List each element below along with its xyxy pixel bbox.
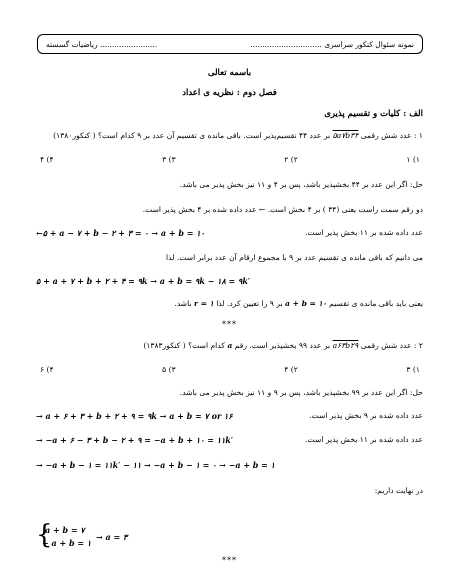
q1-option-4: ۴) ۴ — [40, 155, 54, 164]
system-equation-2: − a + b = ۱ — [42, 538, 92, 548]
q1-text-b: بر عدد ۴۴ تقسیم‌پذیر است. باقی مانده ی تقسیم آن عدد بر ۹ کدام است؟ ( کنکور۱۳۸۰) — [53, 131, 331, 140]
document-title: باسمه تعالی — [207, 68, 252, 78]
q2-solution-2-math: → a + ۶ + ۳ + b + ۲ + ۹ = ۹k → a + b = ۷ or ۱۶ — [36, 411, 233, 421]
q2-solution-3-text: عدد داده شده بر ۱۱ بخش پذیر است. — [305, 435, 423, 444]
q1-solution-6-math-1: a + b = ۱۰ — [285, 299, 327, 308]
q1-solution-6-c: باشد. — [174, 299, 192, 308]
chapter-heading: فصل دوم : نظریه ی اعداد — [182, 88, 277, 98]
q2-solution-4-math: → −a + b − ۱ = ۱۱k′ − ۱۱ → −a + b − ۱ = ۰ → −a + b = ۱ — [36, 460, 275, 470]
q1-number: ۵a۷b۳۴ — [332, 131, 359, 140]
header-left-text: ........................ ریاضیات گسسته — [46, 39, 158, 49]
q2-option-3: ۳) ۵ — [162, 365, 176, 374]
q1-option-1: ۱) ۱ — [406, 155, 420, 164]
q1-text-a: ۱ : عدد شش رقمی — [360, 131, 423, 140]
q1-solution-2: دو رقم سمت راست یعنی (۳۴ ) بر ۴ بخش است. ← عدد داده شده بر ۴ بخش پذیر است. — [142, 205, 423, 214]
separator-stars-1: *** — [222, 320, 237, 329]
q1-solution-6 — [174, 299, 423, 309]
system-equation-1: a + b = ۷ — [45, 525, 85, 535]
equation-system — [36, 522, 136, 550]
q2-option-4: ۴) ۶ — [40, 365, 54, 374]
q1-solution-6-a: یعنی باید باقی مانده ی تقسیم — [329, 299, 423, 308]
q2-var: a — [227, 341, 233, 350]
page-header — [37, 34, 423, 54]
q1-solution-1: حل: اگر این عدد بر ۴۴ بخشپذیر باشد، پس بر ۴ و ۱۱ نیز بخش پذیر می باشد. — [179, 180, 423, 189]
q1-option-3: ۳) ۳ — [162, 155, 176, 164]
system-result: → a = ۳ — [96, 532, 128, 542]
q1-option-2: ۲) ۲ — [284, 155, 298, 164]
header-right-text: نمونه سئوال کنکور سراسری .............................. — [250, 39, 414, 49]
q2-text-a: ۲ : عدد شش رقمی — [360, 341, 423, 350]
q1-solution-6-b: بر ۹ را تعیین کرد. لذا — [216, 299, 283, 308]
q2-options — [40, 365, 420, 374]
q2-number: a۶۳b۲۹ — [332, 341, 359, 350]
q1-solution-3-math: ←۵ + a − ۷ + b − ۲ + ۳ = ۰ → a + b = ۱۰ — [36, 228, 205, 238]
section-heading: الف : کلیات و تقسیم پذیری — [324, 109, 423, 119]
q2-solution-5: در نهایت داریم: — [374, 486, 423, 495]
q1-solution-6-math-2: r = ۱ — [194, 299, 214, 308]
q1-options — [40, 155, 420, 164]
q1-solution-4: می دانیم که باقی مانده ی تقسیم عدد بر ۹ با مجموع ارقام آن عدد برابر است. لذا — [166, 253, 423, 262]
separator-stars-2: *** — [222, 556, 237, 565]
q1-solution-3-text: عدد داده شده بر ۱۱ بخش پذیر است. — [305, 228, 423, 237]
q1-solution-5-math: ۵ + a + ۷ + b + ۲ + ۴ = ۹k → a + b = ۹k − ۱۸ = ۹k′ — [36, 276, 250, 286]
q2-text-b: بر عدد ۹۹ بخشپذیر است. رقم — [234, 341, 331, 350]
q2-option-2: ۲) ۴ — [284, 365, 298, 374]
q2-option-1: ۱) ۳ — [406, 365, 420, 374]
q2-solution-2-text: عدد داده شده بر ۹ بخش پذیر است. — [309, 411, 423, 420]
q2-solution-3-math: → −a + ۶ − ۳ + b − ۲ + ۹ = −a + b + ۱۰ = ۱۱k′ — [36, 435, 233, 445]
q2-solution-1: حل: اگر این عدد بر ۹۹ بخشپذیر باشد، پس بر ۹ و ۱۱ نیز بخش پذیر می باشد. — [179, 388, 423, 397]
q1-statement — [53, 131, 423, 141]
q2-text-c: کدام است؟ ( کنکور۱۳۸۳) — [143, 341, 225, 350]
q2-statement — [143, 341, 423, 351]
system-brace: { — [36, 520, 53, 550]
